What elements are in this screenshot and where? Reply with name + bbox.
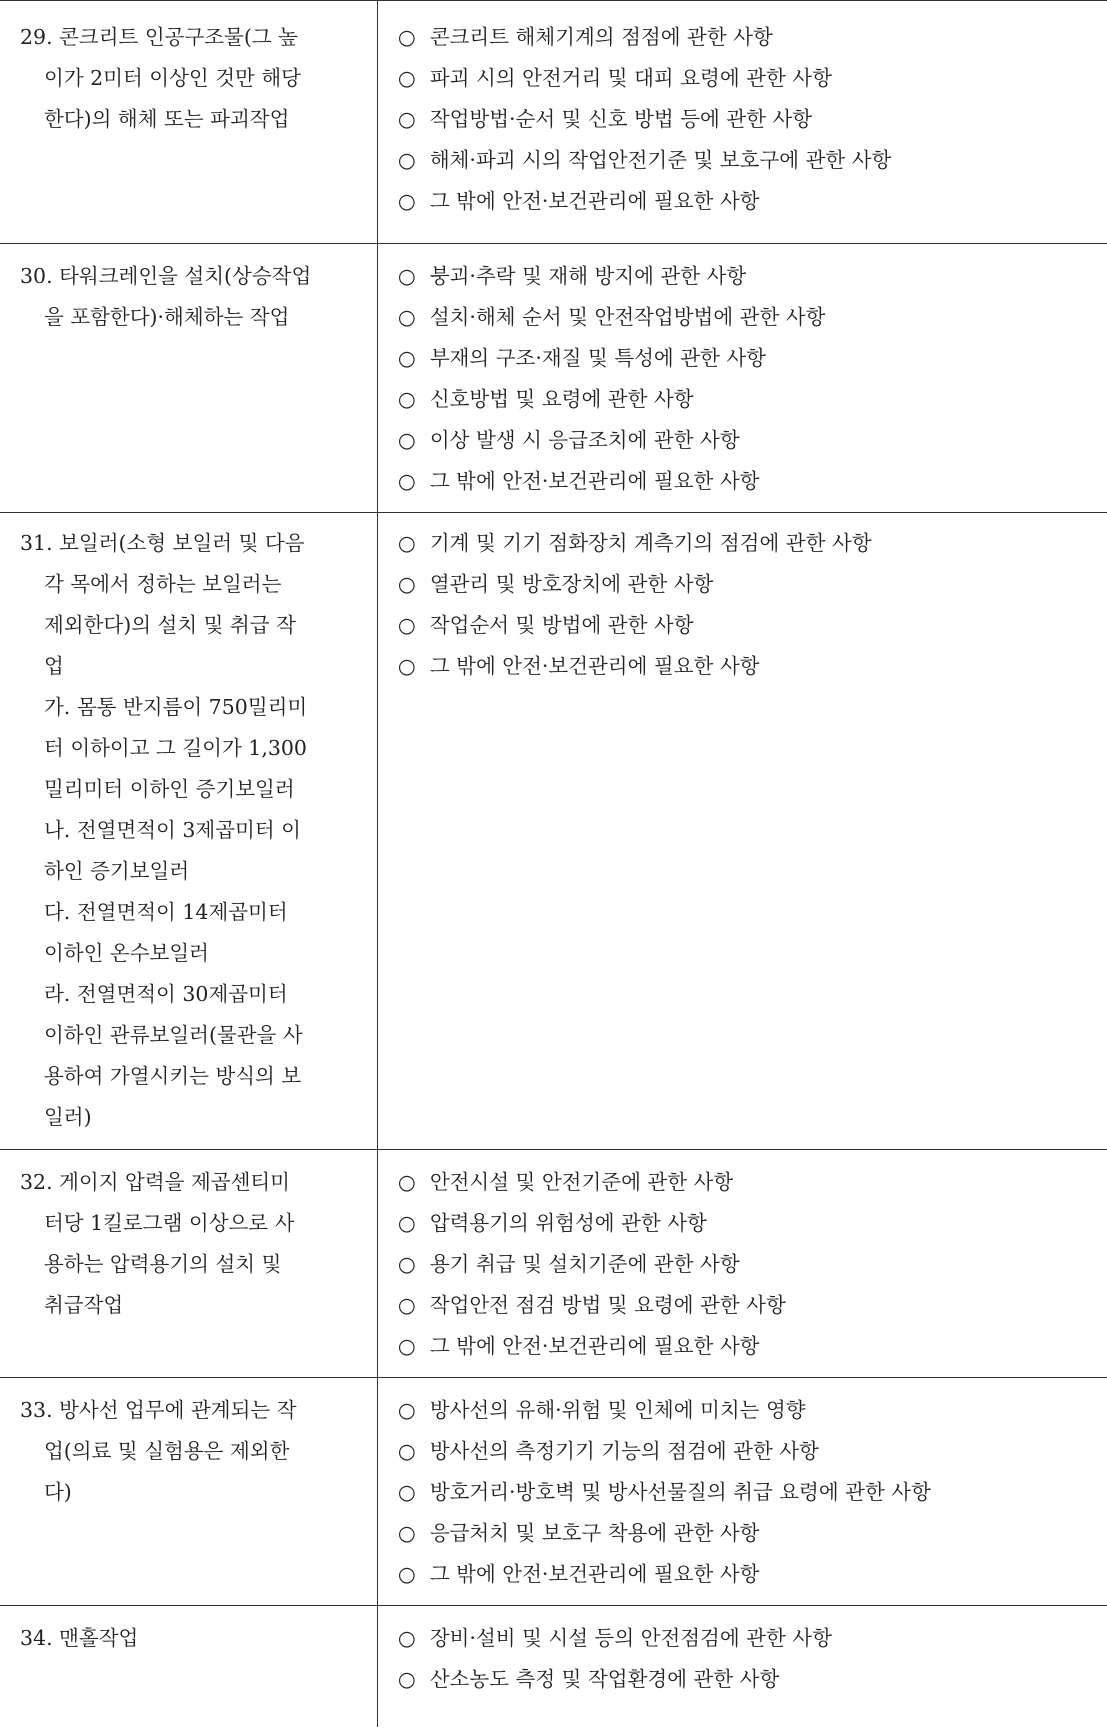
work-description	[0, 1378, 377, 1513]
circle-bullet-icon: ○	[397, 264, 416, 288]
list-item	[398, 1162, 1107, 1203]
item-text: 작업안전 점검 방법 및 요령에 관한 사항	[429, 1293, 786, 1317]
training-items	[378, 1378, 1107, 1595]
list-item	[398, 605, 1107, 646]
work-line: 밀리미터 이하인 증기보일러	[44, 777, 295, 801]
table-row	[0, 1, 1107, 244]
list-item	[398, 1472, 1107, 1513]
item-text: 부재의 구조·재질 및 특성에 관한 사항	[429, 346, 766, 370]
list-item	[398, 523, 1107, 564]
list-item	[398, 420, 1107, 461]
circle-bullet-icon: ○	[397, 346, 416, 370]
item-text: 콘크리트 해체기계의 점점에 관한 사항	[429, 25, 773, 49]
list-item	[398, 99, 1107, 140]
list-item	[398, 1554, 1107, 1595]
list-item	[398, 646, 1107, 687]
table-row	[0, 1378, 1107, 1606]
work-line: 다. 전열면적이 14제곱미터	[44, 900, 288, 924]
list-item	[398, 181, 1107, 222]
list-item	[398, 1244, 1107, 1285]
item-text: 신호방법 및 요령에 관한 사항	[429, 387, 694, 411]
work-line: 업(의료 및 실험용은 제외한	[44, 1439, 290, 1463]
work-line: 29. 콘크리트 인공구조물(그 높	[20, 25, 298, 49]
work-line: 가. 몸통 반지름이 750밀리미	[44, 695, 308, 719]
circle-bullet-icon: ○	[397, 1398, 416, 1422]
list-item	[398, 564, 1107, 605]
work-description	[0, 1, 377, 140]
work-line: 나. 전열면적이 3제곱미터 이	[44, 818, 301, 842]
list-item	[398, 1513, 1107, 1554]
item-text: 용기 취급 및 설치기준에 관한 사항	[429, 1252, 740, 1276]
work-line: 일러)	[44, 1105, 92, 1129]
list-item	[398, 379, 1107, 420]
work-line: 취급작업	[44, 1293, 124, 1317]
item-text: 산소농도 측정 및 작업환경에 관한 사항	[429, 1667, 780, 1691]
circle-bullet-icon: ○	[397, 1480, 416, 1504]
circle-bullet-icon: ○	[397, 572, 416, 596]
circle-bullet-icon: ○	[397, 107, 416, 131]
item-text: 그 밖에 안전·보건관리에 필요한 사항	[429, 1562, 760, 1586]
work-description	[0, 244, 377, 338]
table-body	[0, 1, 1107, 1727]
list-item	[398, 17, 1107, 58]
content-cell	[377, 1, 1107, 244]
circle-bullet-icon: ○	[397, 1439, 416, 1463]
content-cell	[377, 1378, 1107, 1606]
item-text: 안전시설 및 안전기준에 관한 사항	[429, 1170, 734, 1194]
work-description	[0, 1150, 377, 1326]
content-cell	[377, 513, 1107, 1150]
work-cell	[0, 244, 377, 513]
table-row	[0, 244, 1107, 513]
circle-bullet-icon: ○	[397, 1521, 416, 1545]
item-text: 방사선의 유해·위험 및 인체에 미치는 영향	[429, 1398, 806, 1422]
work-line: 업	[44, 654, 64, 678]
training-items	[378, 513, 1107, 687]
circle-bullet-icon: ○	[397, 1334, 416, 1358]
circle-bullet-icon: ○	[397, 1293, 416, 1317]
item-text: 작업순서 및 방법에 관한 사항	[429, 613, 694, 637]
work-line: 한다)의 해체 또는 파괴작업	[44, 107, 290, 131]
work-line: 30. 타워크레인을 설치(상승작업	[20, 264, 312, 288]
item-text: 그 밖에 안전·보건관리에 필요한 사항	[429, 469, 760, 493]
item-text: 압력용기의 위험성에 관한 사항	[429, 1211, 707, 1235]
list-item	[398, 1326, 1107, 1367]
item-text: 열관리 및 방호장치에 관한 사항	[429, 572, 714, 596]
item-text: 붕괴·추락 및 재해 방지에 관한 사항	[429, 264, 747, 288]
item-text: 응급처치 및 보호구 착용에 관한 사항	[429, 1521, 760, 1545]
work-description	[0, 1606, 377, 1659]
circle-bullet-icon: ○	[397, 305, 416, 329]
work-line: 다)	[44, 1480, 72, 1504]
item-text: 작업방법·순서 및 신호 방법 등에 관한 사항	[429, 107, 813, 131]
list-item	[398, 461, 1107, 502]
work-line: 34. 맨홀작업	[20, 1626, 139, 1650]
circle-bullet-icon: ○	[397, 1626, 416, 1650]
list-item	[398, 338, 1107, 379]
list-item	[398, 1659, 1107, 1700]
table-row	[0, 1606, 1107, 1727]
training-items	[378, 1150, 1107, 1367]
circle-bullet-icon: ○	[397, 387, 416, 411]
work-line: 터당 1킬로그램 이상으로 사	[44, 1211, 295, 1235]
list-item	[398, 256, 1107, 297]
circle-bullet-icon: ○	[397, 428, 416, 452]
work-line: 이하인 온수보일러	[44, 941, 209, 965]
item-text: 해체·파괴 시의 작업안전기준 및 보호구에 관한 사항	[429, 148, 892, 172]
item-text: 이상 발생 시 응급조치에 관한 사항	[429, 428, 740, 452]
list-item	[398, 1203, 1107, 1244]
circle-bullet-icon: ○	[397, 1170, 416, 1194]
list-item	[398, 1618, 1107, 1659]
circle-bullet-icon: ○	[397, 469, 416, 493]
work-cell	[0, 1150, 377, 1378]
work-line: 을 포함한다)·해체하는 작업	[44, 305, 290, 329]
circle-bullet-icon: ○	[397, 654, 416, 678]
work-line: 32. 게이지 압력을 제곱센티미	[20, 1170, 290, 1194]
item-text: 장비·설비 및 시설 등의 안전점검에 관한 사항	[429, 1626, 832, 1650]
item-text: 방사선의 측정기기 기능의 점검에 관한 사항	[429, 1439, 819, 1463]
circle-bullet-icon: ○	[397, 25, 416, 49]
list-item	[398, 297, 1107, 338]
circle-bullet-icon: ○	[397, 1667, 416, 1691]
work-line: 이하인 관류보일러(물관을 사	[44, 1023, 303, 1047]
circle-bullet-icon: ○	[397, 148, 416, 172]
item-text: 파괴 시의 안전거리 및 대피 요령에 관한 사항	[429, 66, 832, 90]
circle-bullet-icon: ○	[397, 1562, 416, 1586]
work-line: 터 이하이고 그 길이가 1,300	[44, 736, 307, 760]
work-line: 31. 보일러(소형 보일러 및 다음	[20, 531, 305, 555]
work-line: 하인 증기보일러	[44, 859, 190, 883]
table-row	[0, 513, 1107, 1150]
work-description	[0, 513, 377, 1138]
work-cell	[0, 1, 377, 244]
work-line: 각 목에서 정하는 보일러는	[44, 572, 282, 596]
circle-bullet-icon: ○	[397, 66, 416, 90]
work-line: 이가 2미터 이상인 것만 해당	[44, 66, 301, 90]
list-item	[398, 58, 1107, 99]
circle-bullet-icon: ○	[397, 613, 416, 637]
work-cell	[0, 513, 377, 1150]
content-cell	[377, 244, 1107, 513]
list-item	[398, 1285, 1107, 1326]
circle-bullet-icon: ○	[397, 1211, 416, 1235]
circle-bullet-icon: ○	[397, 1252, 416, 1276]
work-line: 제외한다)의 설치 및 취급 작	[44, 613, 296, 637]
table-row	[0, 1150, 1107, 1378]
content-cell	[377, 1150, 1107, 1378]
list-item	[398, 1390, 1107, 1431]
work-cell	[0, 1378, 377, 1606]
item-text: 그 밖에 안전·보건관리에 필요한 사항	[429, 654, 760, 678]
list-item	[398, 1431, 1107, 1472]
circle-bullet-icon: ○	[397, 531, 416, 555]
work-line: 33. 방사선 업무에 관계되는 작	[20, 1398, 297, 1422]
work-cell	[0, 1606, 377, 1727]
circle-bullet-icon: ○	[397, 189, 416, 213]
training-items	[378, 1606, 1107, 1700]
training-items	[378, 244, 1107, 502]
work-line: 라. 전열면적이 30제곱미터	[44, 982, 288, 1006]
item-text: 기계 및 기기 점화장치 계측기의 점검에 관한 사항	[429, 531, 872, 555]
work-line: 용하는 압력용기의 설치 및	[44, 1252, 282, 1276]
list-item	[398, 140, 1107, 181]
item-text: 설치·해체 순서 및 안전작업방법에 관한 사항	[429, 305, 826, 329]
work-line: 용하여 가열시키는 방식의 보	[44, 1064, 302, 1088]
training-items	[378, 1, 1107, 222]
item-text: 그 밖에 안전·보건관리에 필요한 사항	[429, 189, 760, 213]
item-text: 방호거리·방호벽 및 방사선물질의 취급 요령에 관한 사항	[429, 1480, 931, 1504]
content-cell	[377, 1606, 1107, 1727]
item-text: 그 밖에 안전·보건관리에 필요한 사항	[429, 1334, 760, 1358]
